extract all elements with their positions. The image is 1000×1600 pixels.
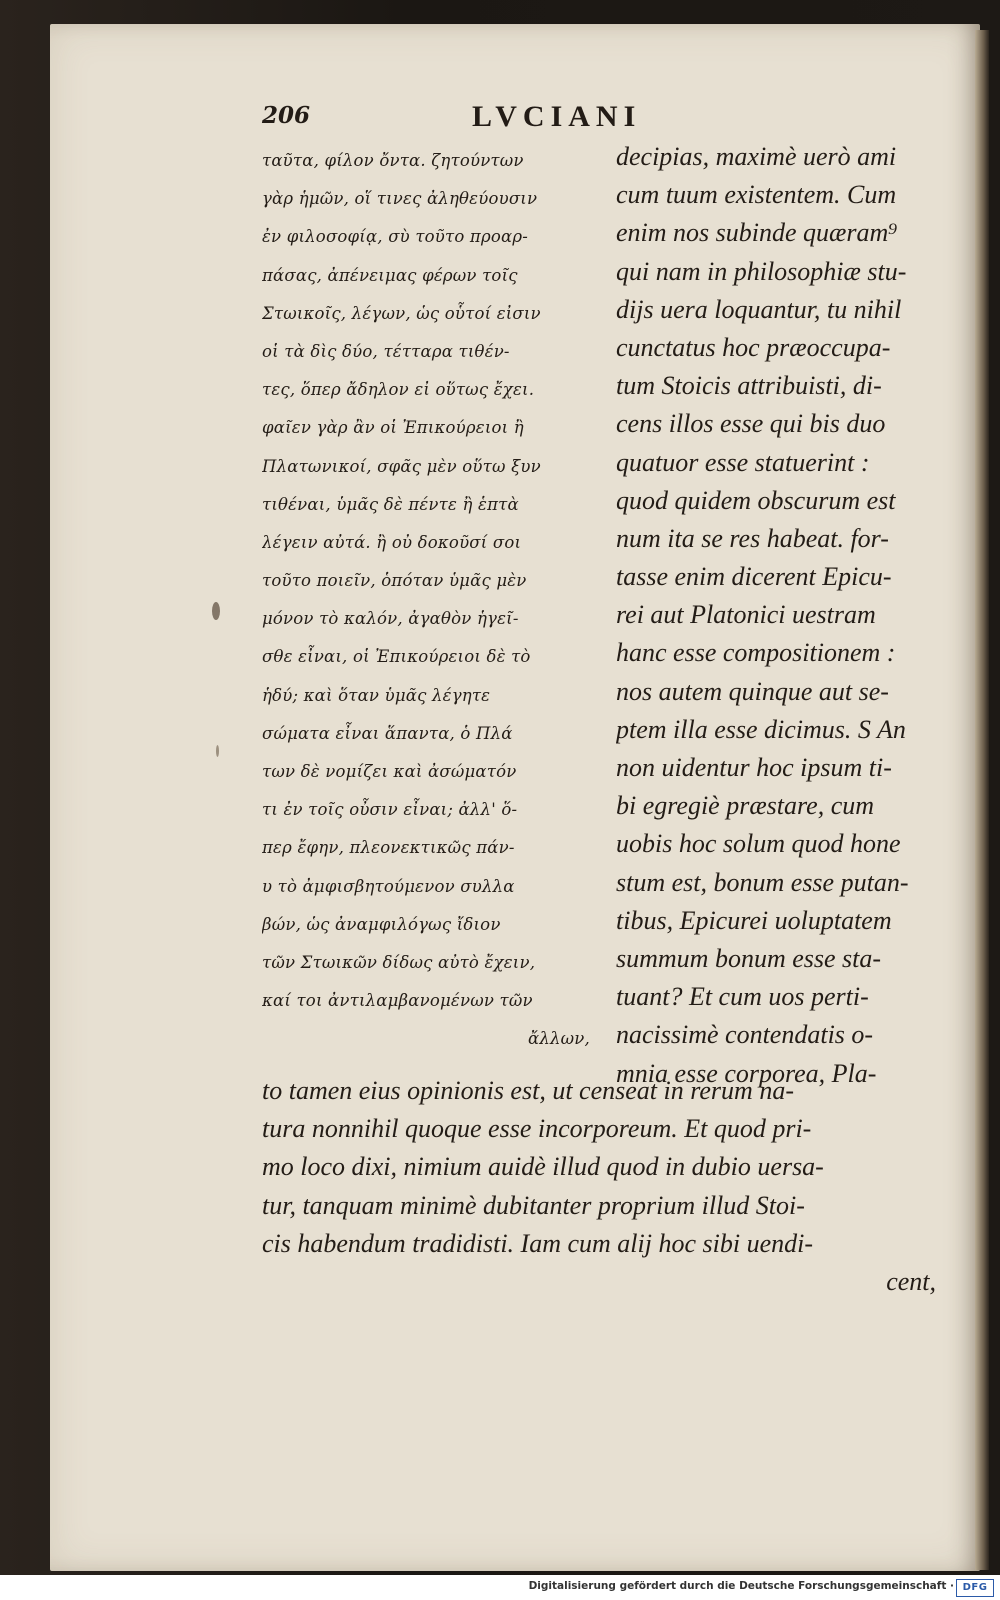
latin-text-line: hanc esse compositionem :: [616, 638, 896, 668]
latin-text-line: tura nonnihil quoque esse incorporeum. Et quod pri-: [262, 1114, 812, 1144]
digitization-credit: Digitalisierung gefördert durch die Deutsche Forschungsgemeinschaft ·: [528, 1580, 954, 1592]
latin-text-line: quod quidem obscurum est: [616, 485, 896, 515]
footer-bar: [0, 1575, 1000, 1600]
latin-text-line: ptem illa esse dicimus. S An: [616, 714, 906, 744]
catchword: cent,: [886, 1266, 936, 1296]
latin-text-line: qui nam in philosophiæ stu-: [616, 256, 907, 286]
latin-text-line: tur, tanquam minimè dubitanter proprium illud Stoi-: [262, 1190, 805, 1220]
latin-text-line: num ita se res habeat. for-: [616, 523, 889, 553]
greek-text-line: περ ἔφην, πλεονεκτικῶς πάν-: [262, 838, 515, 858]
running-head: [262, 102, 732, 138]
latin-full-width-text: [262, 1072, 936, 1301]
latin-text-line: cens illos esse qui bis duo: [616, 409, 886, 439]
greek-text-line: φαῖεν γὰρ ἂν οἱ Ἐπικούρειοι ἢ: [262, 418, 524, 438]
greek-text-line: πάσας, ἀπένειμας φέρων τοῖς: [262, 265, 518, 285]
greek-text-line: τοῦτο ποιεῖν, ὁπόταν ὑμᾶς μὲν: [262, 571, 527, 591]
latin-text-line: nacissimè contendatis o-: [616, 1020, 874, 1050]
greek-text-line: των δὲ νομίζει καὶ ἀσώματόν: [262, 762, 517, 781]
latin-text-line: to tamen eius opinionis est, ut censeat in rerum na-: [262, 1076, 794, 1105]
greek-text-line: βών, ὡς ἀναμφιλόγως ἴδιον: [262, 914, 501, 934]
greek-text-line: σθε εἶναι, οἱ Ἐπικούρειοι δὲ τὸ: [262, 647, 531, 667]
greek-text-line: Στωικοῖς, λέγων, ὡς οὗτοί εἰσιν: [262, 303, 541, 323]
latin-text-line: quatuor esse statuerint :: [616, 447, 870, 477]
greek-text-line: λέγειν αὐτά. ἢ οὐ δοκοῦσί σοι: [262, 532, 522, 552]
greek-text-line: καί τοι ἀντιλαμβανομένων τῶν: [262, 991, 533, 1011]
greek-text-line: τιθέναι, ὑμᾶς δὲ πέντε ἢ ἑπτὰ: [262, 494, 519, 514]
latin-text-line: summum bonum esse sta-: [616, 943, 882, 973]
greek-text-line: τῶν Στωικῶν δίδως αὐτὸ ἔχειν,: [262, 952, 536, 972]
latin-text-line: stum est, bonum esse putan-: [616, 867, 909, 897]
latin-text-line: tibus, Epicurei uoluptatem: [616, 905, 892, 935]
greek-text-line: Πλατωνικοί, σφᾶς μὲν οὕτω ξυν: [262, 456, 541, 476]
ink-stain: [212, 602, 220, 620]
latin-text-line: cum tuum existentem. Cum: [616, 180, 897, 210]
greek-text-line: υ τὸ ἀμφισβητούμενον συλλα: [262, 876, 515, 896]
greek-text-line: ἐν φιλοσοφίᾳ, σὺ τοῦτο προαρ-: [262, 227, 529, 247]
greek-text-line: μόνον τὸ καλόν, ἀγαθὸν ἡγεῖ-: [262, 609, 519, 629]
latin-text-line: non uidentur hoc ipsum ti-: [616, 753, 892, 782]
latin-text-line: rei aut Platonici uestram: [616, 600, 876, 630]
page-edge: [975, 30, 989, 1570]
ink-stain: [216, 745, 219, 757]
greek-text-line: γὰρ ἡμῶν, οἵ τινες ἀληθεύουσιν: [262, 189, 538, 209]
latin-text-line: cis habendum tradidisti. Iam cum alij hoc sibi uendi-: [262, 1228, 814, 1258]
latin-text-line: cunctatus hoc præoccupa-: [616, 332, 891, 362]
latin-text-line: tasse enim dicerent Epicu-: [616, 562, 892, 592]
latin-text-line: mo loco dixi, nimium auidè illud quod in dubio uersa-: [262, 1152, 824, 1182]
greek-text-line: τες, ὅπερ ἄδηλον εἰ οὕτως ἔχει.: [262, 380, 535, 400]
greek-text-line: σώματα εἶναι ἅπαντα, ὁ Πλά: [262, 723, 513, 743]
latin-text-line: mnia esse corporea, Pla-: [616, 1058, 877, 1088]
latin-text-line: dijs uera loquantur, tu nihil: [616, 294, 902, 324]
latin-text-line: uobis hoc solum quod hone: [616, 829, 901, 859]
greek-text-column: [262, 142, 600, 1059]
greek-text-line: τι ἐν τοῖς οὖσιν εἶναι; ἀλλ' ὅ-: [262, 800, 518, 820]
latin-text-line: tuant? Et cum uos perti-: [616, 982, 869, 1012]
greek-text-line: ταῦτα, φίλον ὄντα. ζητούντων: [262, 151, 524, 170]
greek-text-line: ἡδύ; καὶ ὅταν ὑμᾶς λέγητε: [262, 685, 491, 705]
latin-text-line: enim nos subinde quæram⁹: [616, 218, 898, 248]
greek-text-line: οἱ τὰ δὶς δύο, τέτταρα τιθέν-: [262, 341, 510, 361]
latin-text-line: decipias, maximè uerò ami: [616, 142, 897, 171]
latin-text-line: bi egregiè præstare, cum: [616, 791, 875, 821]
running-title: LVCIANI: [472, 100, 642, 133]
latin-text-column: [616, 138, 936, 1093]
latin-text-line: nos autem quinque aut se-: [616, 676, 889, 706]
page-number: 206: [262, 102, 311, 129]
latin-text-line: tum Stoicis attribuisti, di-: [616, 371, 882, 401]
dfg-logo: DFG: [956, 1579, 994, 1597]
greek-text-line: ἄλλων,: [528, 1029, 590, 1049]
